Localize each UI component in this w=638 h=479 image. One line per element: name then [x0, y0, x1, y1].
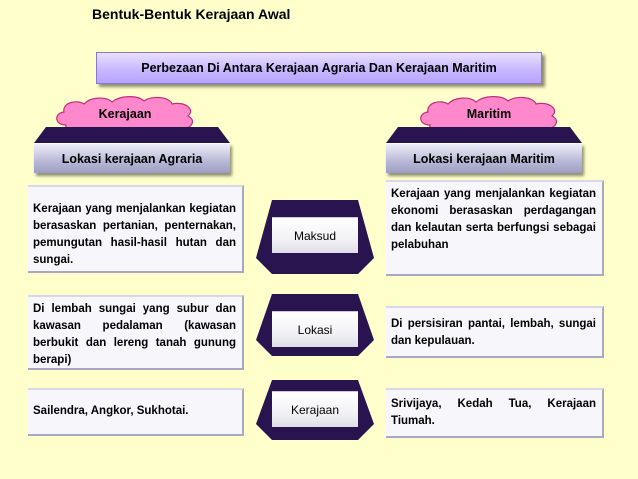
row-kerajaan-left: [28, 388, 244, 436]
row-kerajaan-label: Kerajaan: [290, 402, 340, 417]
header-right-label: Lokasi kerajaan Maritim: [413, 151, 555, 166]
row-lokasi-left-text: Di lembah sungai yang subur dan kawasan pedalaman (kawasan berbukit dan lereng tanah gunung berapi): [33, 303, 236, 366]
header-left: [34, 143, 230, 173]
header-right-top-wedge: [386, 127, 582, 143]
row-kerajaan-right: [386, 388, 604, 438]
row-maksud-label-box: [272, 217, 358, 253]
banner-text: Perbezaan Di Antara Kerajaan Agraria Dan Kerajaan Maritim: [141, 61, 497, 75]
cloud-left-label: Kerajaan: [98, 107, 152, 121]
row-maksud-right-text: Kerajaan yang menjalankan kegiatan ekonomi berasaskan perdagangan dan kelautan serta berfungsi sebagai pelabuhan: [391, 188, 596, 251]
row-lokasi-right: [386, 306, 604, 358]
row-lokasi-label-box: [272, 311, 358, 347]
row-lokasi-left: [28, 295, 244, 370]
row-kerajaan-left-text: Sailendra, Angkor, Sukhotai.: [33, 405, 189, 417]
comparison-banner: [96, 52, 542, 84]
cloud-right-label: Maritim: [466, 107, 512, 121]
header-right: [386, 143, 582, 173]
row-kerajaan-right-text: Srivijaya, Kedah Tua, Kerajaan Tiumah.: [391, 398, 596, 427]
row-maksud-right: [386, 180, 604, 276]
row-maksud-left: [28, 185, 244, 273]
row-maksud-label: Maksud: [293, 228, 337, 243]
page-title: Bentuk-Bentuk Kerajaan Awal: [92, 6, 291, 22]
row-lokasi-right-text: Di persisiran pantai, lembah, sungai dan kepulauan.: [391, 318, 596, 347]
row-lokasi-label: Lokasi: [297, 322, 333, 337]
header-left-top-wedge: [34, 127, 230, 143]
header-left-label: Lokasi kerajaan Agraria: [61, 151, 203, 166]
row-kerajaan-label-box: [272, 391, 358, 427]
row-maksud-left-text: Kerajaan yang menjalankan kegiatan berasaskan pertanian, penternakan, pemungutan hasil-hasil hutan dan sungai.: [33, 203, 236, 266]
